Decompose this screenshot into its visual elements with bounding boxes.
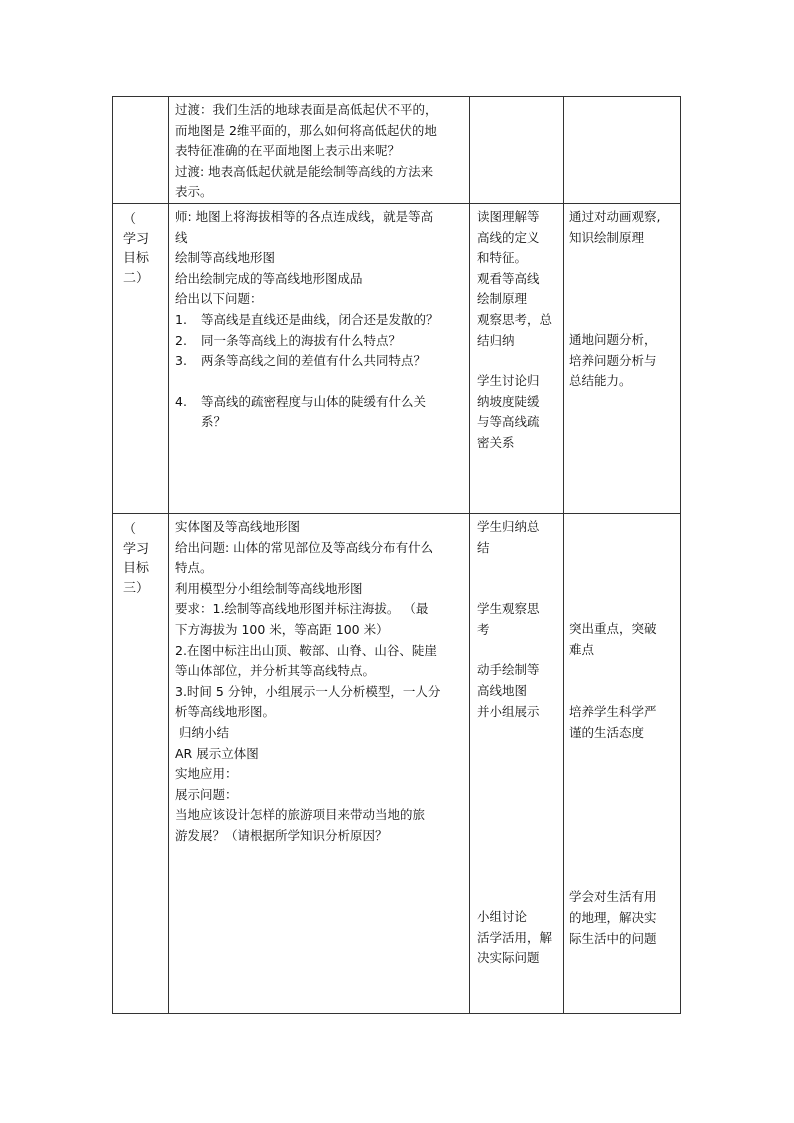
text-line: 要求：1.绘制等高线地形图并标注海拔。 （最 xyxy=(175,601,429,617)
text-line: 师: 地图上将海拔相等的各点连成线，就是等高 xyxy=(175,209,434,224)
target-cell xyxy=(113,204,169,514)
text-line: 实地应用： xyxy=(175,766,238,782)
text-line: 过渡：我们生活的地球表面是高低起伏不平的， xyxy=(175,102,438,117)
target-label: 目标 xyxy=(123,561,150,576)
table-row xyxy=(113,514,681,1014)
text-line: 通过对动画观察, xyxy=(569,209,661,224)
text-line: 绘制原理 xyxy=(477,291,528,307)
text-line: 游发展？（请根据所学知识分析原因？ xyxy=(175,827,388,843)
question-number: 4. xyxy=(175,393,187,409)
question-text: 两条等高线之间的差值有什么共同特点？ xyxy=(201,353,427,369)
target-label: 三） xyxy=(123,580,150,596)
target-label: 学习 xyxy=(123,541,150,557)
text-line: 给出以下问题： xyxy=(175,291,263,307)
text-line: 难点 xyxy=(569,641,595,657)
text-line: 动手绘制等 xyxy=(477,662,540,678)
design-intent-cell xyxy=(564,97,681,204)
text-line: 活学活用，解 xyxy=(477,929,553,945)
text-line: 表示。 xyxy=(175,184,213,200)
question-text: 系？ xyxy=(201,414,227,430)
text-line: 析等高线地形图。 xyxy=(175,704,276,720)
question-item xyxy=(175,310,463,331)
text-line: 结归纳 xyxy=(477,332,515,348)
text-line: 下方海拔为 100 米，等高距 100 米） xyxy=(175,621,389,637)
question-text: 等高线的疏密程度与山体的陡缓有什么关 xyxy=(201,393,427,409)
question-item xyxy=(175,392,463,413)
target-label: 目标 xyxy=(123,251,150,266)
text-line: 等山体部位，并分析其等高线特点。 xyxy=(175,663,376,679)
text-line: 高线的定义 xyxy=(477,229,540,245)
text-line: 读图理解等 xyxy=(477,209,540,224)
text-line: 实体图及等高线地形图 xyxy=(175,519,301,534)
text-line: 学生归纳总 xyxy=(477,519,540,534)
student-activity-cell xyxy=(470,514,564,1014)
text-line: 利用模型分小组绘制等高线地形图 xyxy=(175,580,363,596)
table-row xyxy=(113,204,681,514)
target-label: 二） xyxy=(123,270,150,286)
text-line: 总结能力。 xyxy=(569,373,632,389)
text-line: AR 展示立体图 xyxy=(175,745,259,761)
text-line: 绘制等高线地形图 xyxy=(175,250,276,266)
text-line: 过渡: 地表高低起伏就是能绘制等高线的方法来 xyxy=(175,163,434,179)
text-line: 决实际问题 xyxy=(477,950,540,966)
text-line: 观察思考，总 xyxy=(477,311,553,327)
text-line: 知识绘制原理 xyxy=(569,229,645,245)
table-row xyxy=(113,97,681,204)
text-line: 展示问题： xyxy=(175,786,238,802)
text-line: 培养学生科学严 xyxy=(569,704,657,720)
target-label: （ xyxy=(123,522,137,537)
text-line: 表特征准确的在平面地图上表示出来呢？ xyxy=(175,143,401,159)
question-number: 3. xyxy=(175,353,187,369)
target-cell xyxy=(113,514,169,1014)
question-text: 等高线是直线还是曲线，闭合还是发散的？ xyxy=(201,311,439,327)
student-activity-cell xyxy=(470,204,564,514)
text-line: 培养问题分析与 xyxy=(569,352,657,368)
text-line: 而地图是 2维平面的，那么如何将高低起伏的地 xyxy=(175,122,437,138)
text-line: 学生观察思 xyxy=(477,601,540,617)
question-text: 同一条等高线上的海拔有什么特点？ xyxy=(201,332,402,348)
text-line: 并小组展示 xyxy=(477,703,540,719)
target-label: （ xyxy=(123,212,137,227)
text-line: 线 xyxy=(175,229,188,245)
text-line: 观看等高线 xyxy=(477,270,540,286)
student-activity-cell xyxy=(470,97,564,204)
text-line: 和特征。 xyxy=(477,250,528,266)
text-line: 特点。 xyxy=(175,560,213,576)
text-line: 2.在图中标注出山顶、鞍部、山脊、山谷、陡崖 xyxy=(175,642,437,658)
text-line: 结 xyxy=(477,539,490,555)
text-line: 考 xyxy=(477,621,490,637)
question-item xyxy=(175,351,463,372)
text-line: 的地理，解决实 xyxy=(569,909,657,925)
question-number: 1. xyxy=(175,311,187,327)
text-line: 际生活中的问题 xyxy=(569,930,657,946)
question-item xyxy=(175,331,463,352)
design-intent-cell xyxy=(564,514,681,1014)
text-line: 与等高线疏 xyxy=(477,414,540,430)
target-label: 学习 xyxy=(123,231,150,247)
teacher-activity-cell xyxy=(169,514,470,1014)
text-line: 学会对生活有用 xyxy=(569,889,657,905)
text-line: 归纳小结 xyxy=(175,724,229,740)
teacher-activity-cell xyxy=(169,97,470,204)
design-intent-cell xyxy=(564,204,681,514)
text-line: 小组讨论 xyxy=(477,909,528,925)
text-line: 给出问题: 山体的常见部位及等高线分布有什么 xyxy=(175,539,434,555)
target-cell xyxy=(113,97,169,204)
text-line: 高线地图 xyxy=(477,682,528,698)
text-line: 通地问题分析， xyxy=(569,332,657,348)
text-line: 密关系 xyxy=(477,434,515,450)
teacher-activity-cell xyxy=(169,204,470,514)
text-line: 纳坡度陡缓 xyxy=(477,393,540,409)
text-line: 给出绘制完成的等高线地形图成品 xyxy=(175,270,363,286)
lesson-plan-table xyxy=(112,96,681,1014)
text-line: 3.时间 5 分钟，小组展示一人分析模型，一人分 xyxy=(175,683,441,699)
text-line: 突出重点，突破 xyxy=(569,621,657,636)
text-line: 学生讨论归 xyxy=(477,373,540,389)
text-line: 谨的生活态度 xyxy=(569,724,645,740)
text-line: 当地应该设计怎样的旅游项目来带动当地的旅 xyxy=(175,807,426,823)
question-number: 2. xyxy=(175,332,187,348)
